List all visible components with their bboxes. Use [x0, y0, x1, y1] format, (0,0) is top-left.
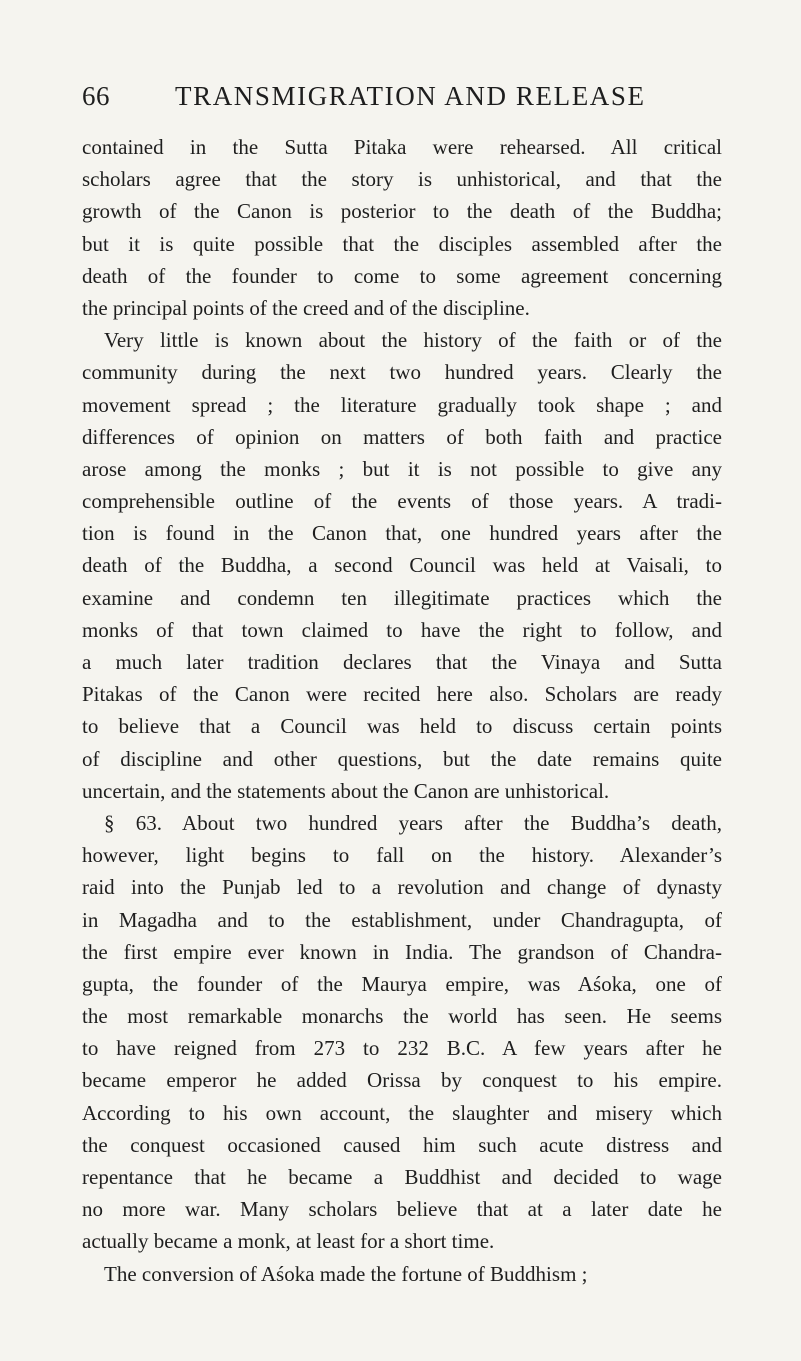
- running-head-title: TRANSMIGRATION AND RELEASE: [175, 81, 646, 111]
- text-line: death of the founder to come to some agreement concerning: [82, 263, 722, 288]
- text-line: § 63. About two hundred years after the Buddha’s death,: [104, 810, 722, 835]
- body-text: [82, 131, 722, 1290]
- text-line: in Magadha and to the establishment, under Chandragupta, of: [82, 907, 722, 932]
- text-line: the most remarkable monarchs the world has seen. He seems: [82, 1004, 722, 1029]
- text-line: arose among the monks ; but it is not possible to give any: [82, 456, 722, 481]
- text-line: Pitakas of the Canon were recited here also. Scholars are ready: [82, 682, 722, 707]
- text-line: differences of opinion on matters of both faith and practice: [82, 424, 722, 449]
- text-line: to have reigned from 273 to 232 B.C. A few years after he: [82, 1036, 722, 1061]
- text-line: growth of the Canon is posterior to the death of the Buddha;: [82, 199, 722, 224]
- text-line: actually became a monk, at least for a short time.: [82, 1229, 495, 1254]
- text-line: According to his own account, the slaughter and misery which: [82, 1100, 722, 1125]
- text-line: Very little is known about the history of the faith or of the: [104, 328, 722, 353]
- text-line: uncertain, and the statements about the Canon are unhistorical.: [82, 778, 610, 803]
- text-line: the first empire ever known in India. The grandson of Chandra-: [82, 939, 722, 964]
- text-line: to believe that a Council was held to discuss certain points: [82, 714, 722, 739]
- text-line: scholars agree that the story is unhistorical, and that the: [82, 167, 722, 192]
- text-line: tion is found in the Canon that, one hundred years after the: [82, 521, 722, 546]
- text-line: comprehensible outline of the events of those years. A tradi-: [82, 489, 722, 514]
- page-number: 66: [82, 81, 110, 111]
- text-line: The conversion of Aśoka made the fortune of Buddhism ;: [104, 1261, 588, 1286]
- text-line: the principal points of the creed and of the discipline.: [82, 295, 530, 320]
- text-line: movement spread ; the literature gradually took shape ; and: [82, 392, 722, 417]
- text-line: community during the next two hundred years. Clearly the: [82, 360, 722, 385]
- text-line: no more war. Many scholars believe that at a later date he: [82, 1197, 722, 1222]
- running-head: [82, 78, 722, 114]
- text-line: examine and condemn ten illegitimate practices which the: [82, 585, 722, 610]
- text-line: raid into the Punjab led to a revolution and change of dynasty: [82, 875, 722, 900]
- text-line: death of the Buddha, a second Council was held at Vaisali, to: [82, 553, 722, 578]
- text-line: became emperor he added Orissa by conquest to his empire.: [82, 1068, 722, 1093]
- text-line: of discipline and other questions, but the date remains quite: [82, 746, 722, 771]
- text-line: however, light begins to fall on the history. Alexander’s: [82, 843, 722, 868]
- text-line: but it is quite possible that the disciples assembled after the: [82, 231, 722, 256]
- text-line: gupta, the founder of the Maurya empire, was Aśoka, one of: [82, 971, 722, 996]
- text-line: contained in the Sutta Pitaka were rehearsed. All critical: [82, 135, 722, 159]
- text-line: the conquest occasioned caused him such acute distress and: [82, 1132, 722, 1157]
- text-line: a much later tradition declares that the Vinaya and Sutta: [82, 650, 722, 674]
- text-line: repentance that he became a Buddhist and decided to wage: [82, 1165, 722, 1189]
- text-line: monks of that town claimed to have the right to follow, and: [82, 617, 722, 642]
